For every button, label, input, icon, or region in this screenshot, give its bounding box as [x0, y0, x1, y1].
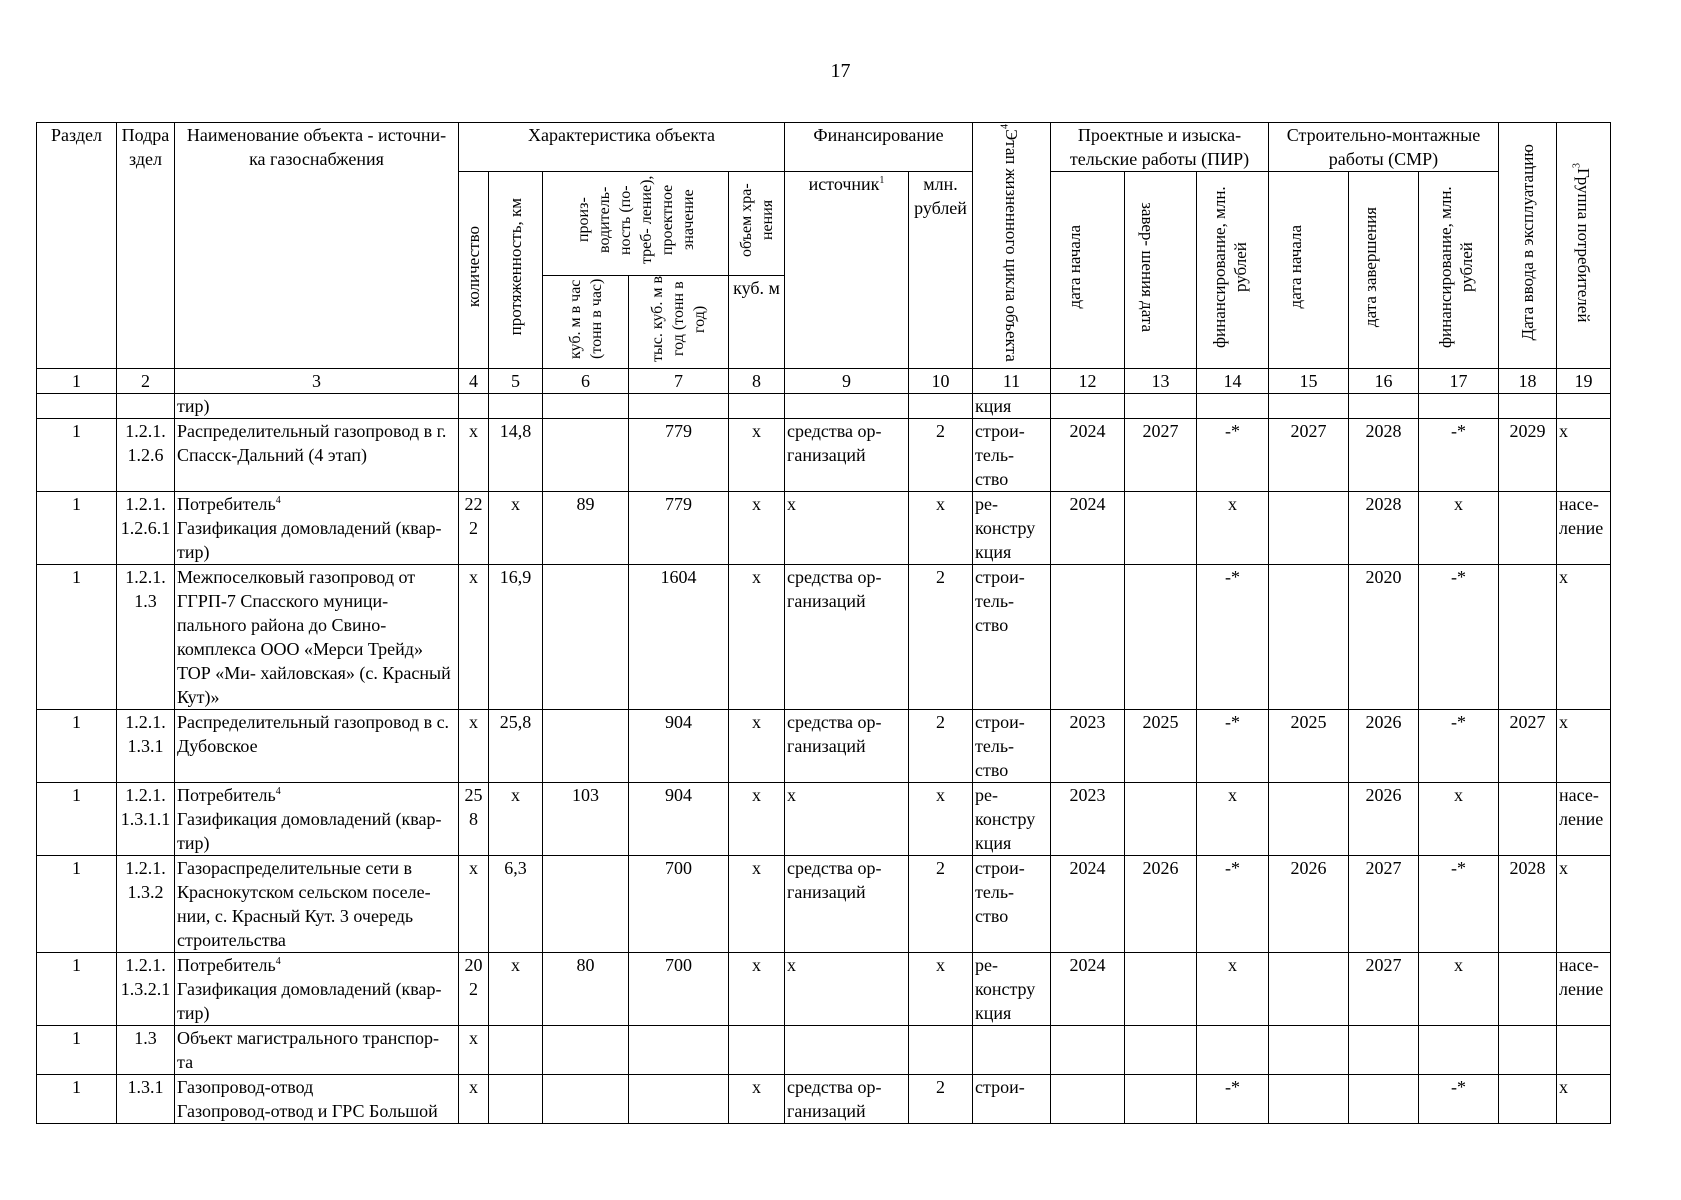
- smr-end-cell: 2028: [1349, 492, 1419, 565]
- per-hour-cell: 89: [543, 492, 629, 565]
- pir-fin-cell: -*: [1197, 1075, 1269, 1124]
- storage-cell: х: [729, 783, 785, 856]
- col-number: 10: [909, 369, 973, 394]
- consumer-group-cell: насе- ление: [1557, 783, 1611, 856]
- commission-cell: 2029: [1499, 419, 1557, 492]
- pir-start-cell: 2024: [1051, 856, 1125, 953]
- stage-cell: ре- констру кция: [973, 783, 1051, 856]
- razdel-cell: 1: [37, 492, 117, 565]
- smr-start-cell: [1269, 394, 1349, 419]
- length-cell: х: [489, 953, 543, 1026]
- razdel-cell: 1: [37, 710, 117, 783]
- source-cell: средства ор- ганизаций: [785, 1075, 909, 1124]
- col-number: 12: [1051, 369, 1125, 394]
- header-storage-unit: куб. м: [729, 275, 785, 368]
- length-cell: [489, 1075, 543, 1124]
- smr-start-cell: 2027: [1269, 419, 1349, 492]
- col-number: 11: [973, 369, 1051, 394]
- per-year-cell: 1604: [629, 565, 729, 710]
- storage-cell: х: [729, 710, 785, 783]
- header-consumer-group: Группа потребителей$^3$: [1557, 123, 1611, 369]
- mln-cell: 2: [909, 419, 973, 492]
- col-number: 18: [1499, 369, 1557, 394]
- object-name-cell: Распределительный газопровод в с. Дубовское: [175, 710, 459, 783]
- razdel-cell: 1: [37, 1075, 117, 1124]
- pir-end-cell: [1125, 394, 1197, 419]
- commission-cell: [1499, 565, 1557, 710]
- source-cell: х: [785, 953, 909, 1026]
- col-number: 14: [1197, 369, 1269, 394]
- col-number: 17: [1419, 369, 1499, 394]
- storage-cell: х: [729, 953, 785, 1026]
- mln-cell: [909, 394, 973, 419]
- smr-end-cell: 2028: [1349, 419, 1419, 492]
- stage-cell: ре- констру кция: [973, 953, 1051, 1026]
- table-row: [37, 565, 1611, 710]
- per-hour-cell: [543, 710, 629, 783]
- podrazdel-cell: 1.2.1.1.3.2: [117, 856, 175, 953]
- consumer-group-cell: насе- ление: [1557, 953, 1611, 1026]
- source-cell: х: [785, 492, 909, 565]
- col-number: 2: [117, 369, 175, 394]
- razdel-cell: 1: [37, 565, 117, 710]
- table-body: [37, 394, 1611, 1124]
- mln-cell: [909, 1026, 973, 1075]
- commission-cell: 2027: [1499, 710, 1557, 783]
- storage-cell: [729, 1026, 785, 1075]
- col-number: 15: [1269, 369, 1349, 394]
- per-year-cell: [629, 1026, 729, 1075]
- storage-cell: х: [729, 1075, 785, 1124]
- object-name-cell: Объект магистрального транспор- та: [175, 1026, 459, 1075]
- object-name-cell: Потребитель$^4$ Газификация домовладений (квар- тир): [175, 953, 459, 1026]
- razdel-cell: 1: [37, 419, 117, 492]
- pir-start-cell: [1051, 565, 1125, 710]
- per-year-cell: 779: [629, 492, 729, 565]
- header-per-hour: куб. м в час (тонн в час): [543, 275, 629, 368]
- pir-end-cell: [1125, 492, 1197, 565]
- length-cell: [489, 394, 543, 419]
- per-hour-cell: 103: [543, 783, 629, 856]
- consumer-group-cell: х: [1557, 419, 1611, 492]
- consumer-group-cell: х: [1557, 856, 1611, 953]
- col-number: 4: [459, 369, 489, 394]
- source-cell: х: [785, 783, 909, 856]
- per-year-cell: 700: [629, 856, 729, 953]
- podrazdel-cell: 1.3.1: [117, 1075, 175, 1124]
- consumer-group-cell: х: [1557, 1075, 1611, 1124]
- consumer-group-cell: х: [1557, 710, 1611, 783]
- pir-end-cell: [1125, 1075, 1197, 1124]
- smr-fin-cell: [1419, 394, 1499, 419]
- quantity-cell: х: [459, 1075, 489, 1124]
- header-pir: Проектные и изыска- тельские работы (ПИР): [1051, 123, 1269, 172]
- pir-end-cell: [1125, 1026, 1197, 1075]
- quantity-cell: х: [459, 1026, 489, 1075]
- pir-fin-cell: -*: [1197, 565, 1269, 710]
- smr-end-cell: 2026: [1349, 710, 1419, 783]
- per-hour-cell: [543, 565, 629, 710]
- podrazdel-cell: 1.2.1.1.3.2.1: [117, 953, 175, 1026]
- pir-end-cell: [1125, 953, 1197, 1026]
- smr-fin-cell: х: [1419, 783, 1499, 856]
- stage-cell: [973, 1026, 1051, 1075]
- smr-end-cell: 2026: [1349, 783, 1419, 856]
- commission-cell: [1499, 953, 1557, 1026]
- pir-start-cell: 2024: [1051, 953, 1125, 1026]
- quantity-cell: 22 2: [459, 492, 489, 565]
- per-hour-cell: 80: [543, 953, 629, 1026]
- commission-cell: [1499, 1026, 1557, 1075]
- mln-cell: х: [909, 783, 973, 856]
- pir-fin-cell: [1197, 1026, 1269, 1075]
- quantity-cell: 25 8: [459, 783, 489, 856]
- header-smr-start: дата начала: [1269, 172, 1349, 369]
- mln-cell: х: [909, 492, 973, 565]
- source-cell: [785, 1026, 909, 1075]
- length-cell: 14,8: [489, 419, 543, 492]
- pir-start-cell: [1051, 1026, 1125, 1075]
- page-number: 17: [830, 60, 851, 82]
- podrazdel-cell: 1.2.1.1.2.6: [117, 419, 175, 492]
- per-year-cell: 700: [629, 953, 729, 1026]
- table-row: [37, 492, 1611, 565]
- col-number: 6: [543, 369, 629, 394]
- per-year-cell: 904: [629, 783, 729, 856]
- object-name-cell: Распределительный газопровод в г. Спасск-Дальний (4 этап): [175, 419, 459, 492]
- stage-cell: строи-: [973, 1075, 1051, 1124]
- pir-end-cell: [1125, 565, 1197, 710]
- header-commission-date: Дата ввода в эксплуатацию: [1499, 123, 1557, 369]
- stage-cell: кция: [973, 394, 1051, 419]
- header-storage: объем хра- нения: [729, 172, 785, 276]
- header-pir-end: дата завер- шения: [1125, 172, 1197, 369]
- header-length: протяженность, км: [489, 172, 543, 369]
- smr-fin-cell: х: [1419, 953, 1499, 1026]
- razdel-cell: 1: [37, 783, 117, 856]
- table-row: [37, 394, 1611, 419]
- table-row: [37, 710, 1611, 783]
- podrazdel-cell: 1.2.1.1.3: [117, 565, 175, 710]
- object-name-cell: Потребитель$^4$ Газификация домовладений (квар- тир): [175, 492, 459, 565]
- header-smr-fin: финансирование, млн. рублей: [1419, 172, 1499, 369]
- pir-end-cell: [1125, 783, 1197, 856]
- podrazdel-cell: 1.2.1.1.3.1.1: [117, 783, 175, 856]
- storage-cell: х: [729, 492, 785, 565]
- podrazdel-cell: 1.3: [117, 1026, 175, 1075]
- header-characteristic: Характеристика объекта: [459, 123, 785, 172]
- length-cell: 6,3: [489, 856, 543, 953]
- object-name-cell: Межпоселковый газопровод от ГГРП-7 Спасского муници-пального района до Свино-комплекса ООО «Мерси Трейд» ТОР «Ми- хайловская» (с. Красный Кут)»: [175, 565, 459, 710]
- smr-end-cell: 2027: [1349, 856, 1419, 953]
- object-name-cell: тир): [175, 394, 459, 419]
- header-smr-end: дата завершения: [1349, 172, 1419, 369]
- source-cell: средства ор- ганизаций: [785, 419, 909, 492]
- pir-fin-cell: -*: [1197, 419, 1269, 492]
- quantity-cell: [459, 394, 489, 419]
- pir-end-cell: 2027: [1125, 419, 1197, 492]
- source-cell: средства ор- ганизаций: [785, 710, 909, 783]
- smr-fin-cell: -*: [1419, 856, 1499, 953]
- header-pir-start: дата начала: [1051, 172, 1125, 369]
- header-per-year: тыс. куб. м в год (тонн в год): [629, 275, 729, 368]
- object-name-cell: Потребитель$^4$ Газификация домовладений (квар- тир): [175, 783, 459, 856]
- table-row: [37, 1075, 1611, 1124]
- commission-cell: [1499, 783, 1557, 856]
- mln-cell: 2: [909, 1075, 973, 1124]
- col-number: 7: [629, 369, 729, 394]
- smr-fin-cell: [1419, 1026, 1499, 1075]
- pir-start-cell: 2023: [1051, 710, 1125, 783]
- storage-cell: х: [729, 419, 785, 492]
- col-number: 8: [729, 369, 785, 394]
- smr-fin-cell: -*: [1419, 565, 1499, 710]
- pir-end-cell: 2026: [1125, 856, 1197, 953]
- header-source: источник$^1$: [785, 172, 909, 369]
- table-row: [37, 1026, 1611, 1075]
- razdel-cell: 1: [37, 856, 117, 953]
- header-productivity: произ- водитель- ность (по- треб- ление), проектное значение: [543, 172, 729, 276]
- source-cell: [785, 394, 909, 419]
- pir-fin-cell: -*: [1197, 710, 1269, 783]
- consumer-group-cell: насе- ление: [1557, 492, 1611, 565]
- podrazdel-cell: 1.2.1.1.2.6.1: [117, 492, 175, 565]
- smr-fin-cell: -*: [1419, 710, 1499, 783]
- smr-start-cell: [1269, 1026, 1349, 1075]
- smr-start-cell: [1269, 953, 1349, 1026]
- header-mln: млн. рублей: [909, 172, 973, 369]
- object-name-cell: Газораспределительные сети в Краснокутском сельском поселе- нии, с. Красный Кут. 3 очередь строительства: [175, 856, 459, 953]
- col-number: 1: [37, 369, 117, 394]
- smr-fin-cell: -*: [1419, 419, 1499, 492]
- table-row: [37, 953, 1611, 1026]
- col-number: 9: [785, 369, 909, 394]
- smr-start-cell: 2026: [1269, 856, 1349, 953]
- smr-fin-cell: -*: [1419, 1075, 1499, 1124]
- commission-cell: [1499, 492, 1557, 565]
- podrazdel-cell: [117, 394, 175, 419]
- per-year-cell: 904: [629, 710, 729, 783]
- quantity-cell: х: [459, 856, 489, 953]
- commission-cell: [1499, 1075, 1557, 1124]
- stage-cell: строи- тель- ство: [973, 419, 1051, 492]
- storage-cell: [729, 394, 785, 419]
- per-hour-cell: [543, 1075, 629, 1124]
- consumer-group-cell: [1557, 394, 1611, 419]
- header-quantity: количество: [459, 172, 489, 369]
- source-cell: средства ор- ганизаций: [785, 565, 909, 710]
- pir-start-cell: 2023: [1051, 783, 1125, 856]
- source-cell: средства ор- ганизаций: [785, 856, 909, 953]
- smr-start-cell: [1269, 492, 1349, 565]
- mln-cell: 2: [909, 856, 973, 953]
- smr-end-cell: [1349, 394, 1419, 419]
- quantity-cell: 20 2: [459, 953, 489, 1026]
- pir-end-cell: 2025: [1125, 710, 1197, 783]
- smr-end-cell: [1349, 1026, 1419, 1075]
- header-financing: Финансирование: [785, 123, 973, 172]
- header-object-name: Наименование объекта - источни- ка газоснабжения: [175, 123, 459, 369]
- header-stage: Этап жизненного цикла объекта$^4$: [973, 123, 1051, 369]
- col-number: 3: [175, 369, 459, 394]
- pir-fin-cell: х: [1197, 492, 1269, 565]
- per-hour-cell: [543, 1026, 629, 1075]
- razdel-cell: 1: [37, 953, 117, 1026]
- quantity-cell: х: [459, 710, 489, 783]
- pir-fin-cell: -*: [1197, 856, 1269, 953]
- smr-start-cell: 2025: [1269, 710, 1349, 783]
- smr-start-cell: [1269, 565, 1349, 710]
- smr-start-cell: [1269, 1075, 1349, 1124]
- per-hour-cell: [543, 856, 629, 953]
- per-year-cell: [629, 394, 729, 419]
- table-row: [37, 783, 1611, 856]
- mln-cell: 2: [909, 710, 973, 783]
- stage-cell: строи- тель- ство: [973, 565, 1051, 710]
- header-razdel: Раздел: [37, 123, 117, 369]
- per-year-cell: [629, 1075, 729, 1124]
- per-hour-cell: [543, 394, 629, 419]
- smr-start-cell: [1269, 783, 1349, 856]
- stage-cell: ре- констру кция: [973, 492, 1051, 565]
- pir-start-cell: [1051, 1075, 1125, 1124]
- object-name-cell: Газопровод-отвод Газопровод-отвод и ГРС Большой: [175, 1075, 459, 1124]
- column-numbers-row: [37, 369, 1611, 394]
- commission-cell: [1499, 394, 1557, 419]
- col-number: 19: [1557, 369, 1611, 394]
- length-cell: 16,9: [489, 565, 543, 710]
- podrazdel-cell: 1.2.1.1.3.1: [117, 710, 175, 783]
- table-row: [37, 419, 1611, 492]
- storage-cell: х: [729, 856, 785, 953]
- length-cell: х: [489, 783, 543, 856]
- gas-objects-table: [36, 122, 1611, 1124]
- consumer-group-cell: х: [1557, 565, 1611, 710]
- smr-end-cell: 2027: [1349, 953, 1419, 1026]
- per-hour-cell: [543, 419, 629, 492]
- stage-cell: строи- тель- ство: [973, 710, 1051, 783]
- commission-cell: 2028: [1499, 856, 1557, 953]
- header-smr: Строительно-монтажные работы (СМР): [1269, 123, 1499, 172]
- razdel-cell: 1: [37, 1026, 117, 1075]
- smr-end-cell: [1349, 1075, 1419, 1124]
- pir-fin-cell: х: [1197, 783, 1269, 856]
- col-number: 13: [1125, 369, 1197, 394]
- header-pir-fin: финансирование, млн. рублей: [1197, 172, 1269, 369]
- consumer-group-cell: [1557, 1026, 1611, 1075]
- razdel-cell: [37, 394, 117, 419]
- mln-cell: х: [909, 953, 973, 1026]
- pir-fin-cell: [1197, 394, 1269, 419]
- stage-cell: строи- тель- ство: [973, 856, 1051, 953]
- length-cell: х: [489, 492, 543, 565]
- table-row: [37, 856, 1611, 953]
- quantity-cell: х: [459, 565, 489, 710]
- col-number: 5: [489, 369, 543, 394]
- pir-fin-cell: х: [1197, 953, 1269, 1026]
- length-cell: [489, 1026, 543, 1075]
- pir-start-cell: [1051, 394, 1125, 419]
- length-cell: 25,8: [489, 710, 543, 783]
- quantity-cell: х: [459, 419, 489, 492]
- mln-cell: 2: [909, 565, 973, 710]
- col-number: 16: [1349, 369, 1419, 394]
- per-year-cell: 779: [629, 419, 729, 492]
- smr-end-cell: 2020: [1349, 565, 1419, 710]
- header-podrazdel: Подра здел: [117, 123, 175, 369]
- storage-cell: х: [729, 565, 785, 710]
- pir-start-cell: 2024: [1051, 492, 1125, 565]
- smr-fin-cell: х: [1419, 492, 1499, 565]
- pir-start-cell: 2024: [1051, 419, 1125, 492]
